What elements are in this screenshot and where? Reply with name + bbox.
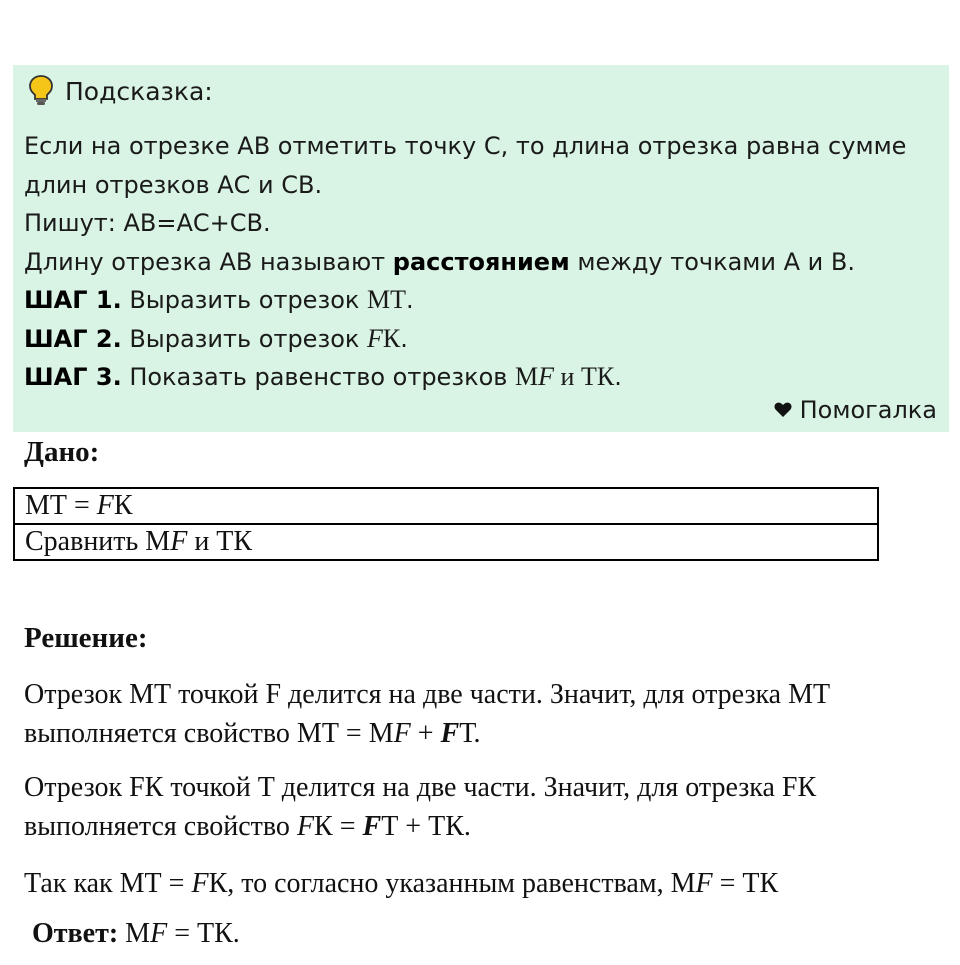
answer-label: Ответ: — [32, 918, 119, 949]
table-row — [14, 488, 878, 524]
hint-header — [27, 73, 213, 109]
hint-title: Подсказка: — [65, 76, 213, 106]
given-cell: Сравнить МF и ТК — [14, 524, 878, 560]
hint-line-definition: Длину отрезка АВ называют расстоянием между точками А и В. — [24, 247, 855, 276]
hint-step-1: ШАГ 1. Выразить отрезок МТ. — [24, 285, 414, 314]
hint-line: Пишут: АВ=АС+СВ. — [24, 209, 271, 237]
heart-icon — [774, 402, 792, 418]
brand-label: Помогалка — [774, 395, 937, 425]
given-table — [13, 487, 879, 561]
table-row — [14, 524, 878, 560]
answer-line: Ответ: МF = ТК. — [32, 918, 240, 949]
hint-step-3: ШАГ 3. Показать равенство отрезков МF и ТК. — [24, 362, 622, 391]
solution-paragraph-2: Отрезок FК точкой Т делится на две части. Значит, для отрезка FК выполняется свойство FК = FТ + ТК. — [24, 772, 817, 842]
hint-line: Если на отрезке АВ отметить точку С, то длина отрезка равна сумме — [24, 132, 907, 160]
hint-step-2: ШАГ 2. Выразить отрезок FК. — [24, 323, 408, 353]
solution-paragraph-3: Так как МТ = FК, то согласно указанным равенствам, МF = ТК — [24, 868, 779, 899]
hint-line: длин отрезков АС и СВ. — [24, 170, 323, 199]
term-distance: расстоянием — [392, 247, 570, 276]
hint-text — [24, 127, 939, 397]
given-title: Дано: — [24, 436, 100, 468]
lightbulb-icon — [27, 74, 55, 108]
hint-box — [13, 65, 949, 432]
solution-paragraph-1: Отрезок МТ точкой F делится на две части. Значит, для отрезка МТ выполняется свойство МТ = МF + FТ. — [24, 679, 831, 749]
solution-title: Решение: — [24, 622, 148, 654]
given-cell: МТ = FК — [14, 488, 878, 524]
